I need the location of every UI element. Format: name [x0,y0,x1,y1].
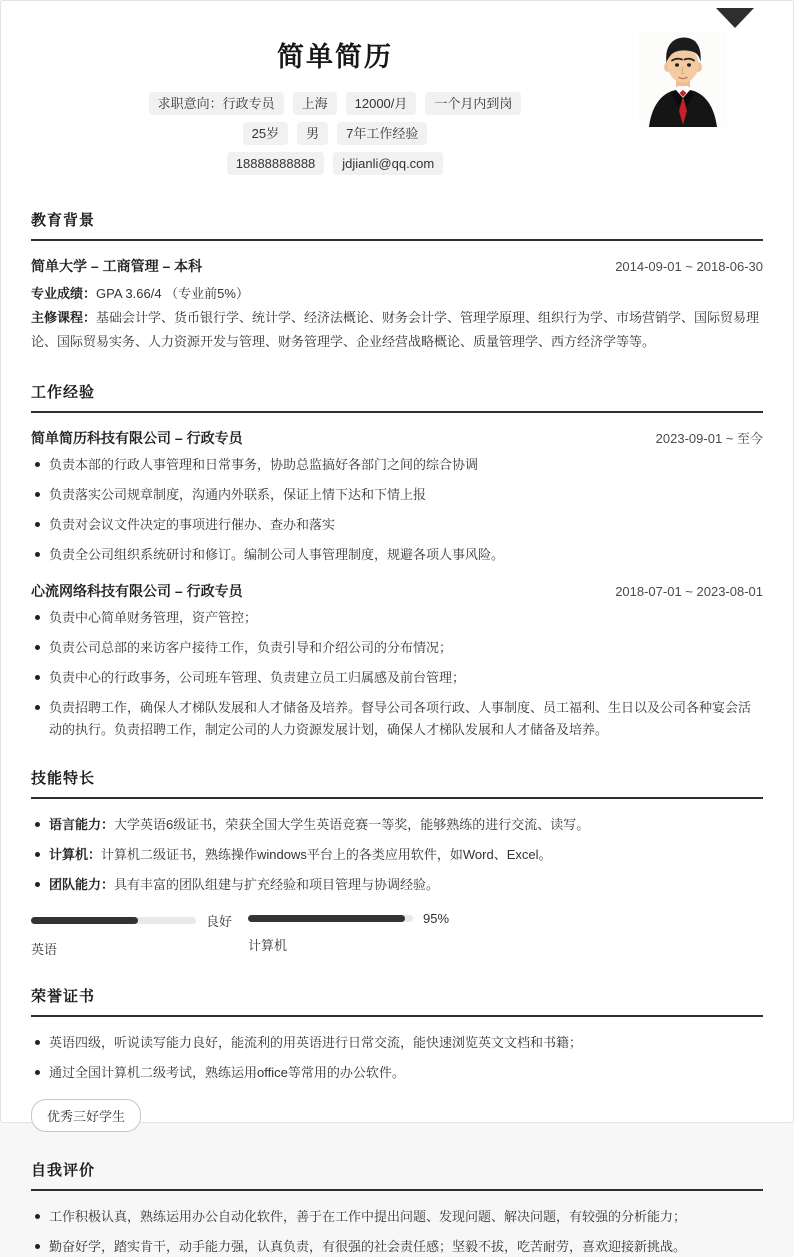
progress-bar-name: 计算机 [248,937,288,953]
skill-text: 大学英语6级证书，荣获全国大学生英语竞赛一等奖，能够熟练的进行交流、读写。 [114,816,590,832]
profile-photo [639,31,727,127]
section-title-honors: 荣誉证书 [31,985,763,1017]
skill-label: 团队能力： [49,876,115,892]
skills-list [31,814,763,895]
job-duties-list [31,454,763,565]
progress-bar-track [31,917,196,924]
section-work-experience [31,381,763,739]
honors-list [31,1032,763,1083]
section-self-evaluation [31,1159,763,1257]
education-gpa-line [31,282,763,306]
tag-availability: 一个月内到岗 [425,92,521,115]
honor-item: 英语四级，听说读写能力良好，能流利的用英语进行日常交流，能快速浏览英文文档和书籍； [31,1032,763,1053]
job-entry [31,581,763,739]
job-duty-item: 负责对会议文件决定的事项进行催办、查办和落实 [31,514,763,535]
tag-city: 上海 [293,92,337,115]
skill-text: 具有丰富的团队组建与扩充经验和项目管理与协调经验。 [114,876,440,892]
job-date-range: 2023-09-01 ~ 至今 [655,431,763,447]
evaluation-list [31,1206,763,1257]
job-duty-item: 负责中心简单财务管理，资产管控； [31,607,763,628]
bar-line [248,911,465,926]
education-entry-head [31,256,763,276]
tag-salary: 12000/月 [346,92,417,115]
job-entry-head [31,428,763,448]
tag-row-intention [31,92,639,115]
resume-header [31,25,763,182]
tag-phone: 18888888888 [227,152,325,175]
courses-label: 主修课程： [31,310,97,326]
evaluation-item: 勤奋好学，踏实肯干，动手能力强，认真负责，有很强的社会责任感；坚毅不拔，吃苦耐劳，喜欢迎接新挑战。 [31,1236,763,1257]
section-skills [31,767,763,958]
tag-row-contact [31,152,639,175]
tag-age: 25岁 [243,122,288,145]
job-entry [31,428,763,565]
skill-item [31,844,763,865]
progress-bar-fill [31,917,138,924]
progress-bar-value: 95% [423,910,450,926]
progress-bar-fill [248,915,405,922]
section-title-evaluation: 自我评价 [31,1159,763,1191]
skill-item [31,814,763,835]
courses-value: 基础会计学、货币银行学、统计学、经济法概论、财务会计学、管理学原理、组织行为学、市场营销学、国际贸易理论、国际贸易实务、人力资源开发与管理、财务管理学、企业经营战略概论、质量管理学、西方经济学等等。 [31,310,760,350]
section-title-education: 教育背景 [31,209,763,241]
job-date-range: 2018-07-01 ~ 2023-08-01 [615,584,763,600]
tag-gender: 男 [297,122,328,145]
section-honors [31,985,763,1132]
evaluation-item: 工作积极认真，熟练运用办公自动化软件，善于在工作中提出问题、发现问题、解决问题，有较强的分析能力； [31,1206,763,1227]
tag-email: jdjianli@qq.com [333,152,443,175]
tag-job-intention: 求职意向：行政专员 [149,92,284,115]
progress-bar-name: 英语 [31,941,58,957]
job-duty-item: 负责公司总部的来访客户接待工作，负责引导和介绍公司的分布情况； [31,637,763,658]
progress-bar-value: 良好 [206,913,233,929]
bar-line [31,911,248,930]
header-info [31,25,639,182]
tag-experience-years: 7年工作经验 [337,122,427,145]
progress-bar-track [248,915,413,922]
job-duty-item: 负责招聘工作，确保人才梯队发展和人才储备及培养。督导公司各项行政、人事制度、员工福利、生日以及公司各种宴会活动的执行。负责招聘工作，制定公司的人力资源发展计划，确保人才梯队发展和人才储备及培养。 [31,697,763,739]
job-duty-item: 负责落实公司规章制度，沟通内外联系，保证上情下达和下情上报 [31,484,763,505]
job-duty-item: 负责全公司组织系统研讨和修订。编制公司人事管理制度，规避各项人事风险。 [31,544,763,565]
section-title-skills: 技能特长 [31,767,763,799]
honor-badge: 优秀三好学生 [31,1099,141,1132]
skill-label: 计算机： [49,846,102,862]
gpa-label: 专业成绩： [31,286,97,301]
tag-row-personal [31,122,639,145]
avatar-illustration [639,31,727,127]
skill-bar-computer [248,911,465,958]
education-date-range: 2014-09-01 ~ 2018-06-30 [615,259,763,274]
job-entry-head [31,581,763,601]
skill-item [31,874,763,895]
honor-item: 通过全国计算机二级考试，熟练运用office等常用的办公软件。 [31,1062,763,1083]
job-company-position: 简单简历科技有限公司 – 行政专员 [31,430,243,447]
section-title-work: 工作经验 [31,381,763,413]
job-duties-list [31,607,763,739]
job-duty-item: 负责中心的行政事务，公司班车管理、负责建立员工归属感及前台管理； [31,667,763,688]
skill-bar-english [31,911,248,958]
corner-triangle-icon [716,8,754,28]
skill-bars [31,911,763,958]
skill-label: 语言能力： [49,816,115,832]
gpa-value: GPA 3.66/4 （专业前5%） [96,286,249,301]
resume-title: 简单简历 [277,42,393,72]
job-duty-item: 负责本部的行政人事管理和日常事务，协助总监搞好各部门之间的综合协调 [31,454,763,475]
education-school-degree: 简单大学 – 工商管理 – 本科 [31,258,203,274]
section-education [31,209,763,354]
skill-text: 计算机二级证书，熟练操作windows平台上的各类应用软件，如Word、Excel。 [101,846,552,862]
education-courses-line [31,306,763,354]
job-company-position: 心流网络科技有限公司 – 行政专员 [31,583,243,600]
